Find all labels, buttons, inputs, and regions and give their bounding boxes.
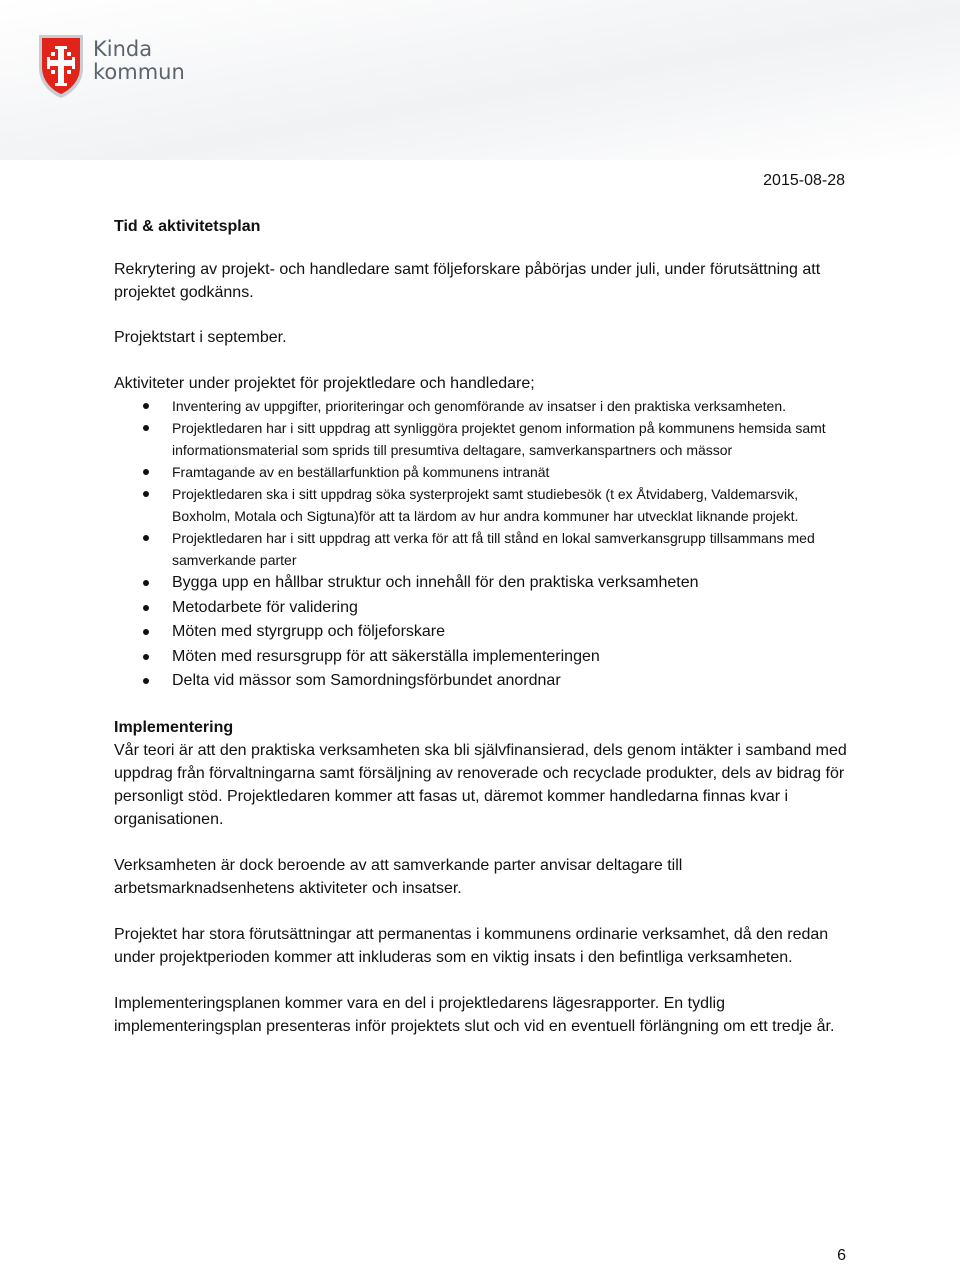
- paragraph-projektet: Projektet har stora förutsättningar att permanentas i kommunens ordinarie verksamhet, då den redan under projektperioden kommer att inkluderas som en viktig insats i den befintliga verksamheten.: [114, 925, 829, 966]
- list-item: Möten med resursgrupp för att säkerställa implementeringen: [114, 645, 854, 670]
- list-item: Inventering av uppgifter, prioriteringar och genomförande av insatser i den praktiska verksamheten.: [114, 395, 854, 417]
- kinda-kommun-logo: [33, 32, 203, 102]
- paragraph-var-teori: Vår teori är att den praktiska verksamheten ska bli självfinansierad, dels genom intäkter i samband med uppdrag från förvaltningarna samt försäljning av renoverade och recyclade produkter, dels av bidrag för personligt stöd. Projektledaren kommer att fasas ut, däremot kommer handledarna finnas kvar i organisationen.: [114, 741, 847, 828]
- list-item: Projektledaren har i sitt uppdrag att verka för att få till stånd en lokal samverkansgrupp tillsammans med samverkande parter: [114, 527, 854, 571]
- page-number: 6: [837, 1247, 846, 1264]
- document-date: 2015-08-28: [763, 172, 845, 189]
- bullet-icon: [143, 469, 149, 475]
- list-item: Möten med styrgrupp och följeforskare: [114, 620, 854, 645]
- document-body: [114, 218, 854, 1038]
- bullet-icon: [143, 580, 149, 586]
- bullet-icon: [143, 425, 149, 431]
- bullet-icon: [143, 678, 149, 684]
- section-title-implementering: Implementering: [114, 718, 234, 736]
- bullet-icon: [143, 629, 149, 635]
- section-title-tid-aktivitetsplan: Tid & aktivitetsplan: [114, 218, 261, 235]
- list-item: Delta vid mässor som Samordningsförbundet anordnar: [114, 669, 854, 694]
- activity-list-small: [114, 395, 854, 571]
- list-item: Framtagande av en beställarfunktion på kommunens intranät: [114, 461, 854, 483]
- list-item: Projektledaren har i sitt uppdrag att synliggöra projektet genom information på kommunens hemsida samt informationsmaterial som sprids till presumtiva deltagare, samverkanspartners och mässor: [114, 417, 854, 461]
- logo-text: [93, 38, 185, 84]
- list-item: Metodarbete för validering: [114, 596, 854, 621]
- logo-line-2: kommun: [93, 60, 185, 84]
- bullet-icon: [143, 403, 149, 409]
- bullet-icon: [143, 654, 149, 660]
- bullet-icon: [143, 535, 149, 541]
- list-item: Projektledaren ska i sitt uppdrag söka systerprojekt samt studiebesök (t ex Åtvidaberg, Valdemarsvik, Boxholm, Motala och Sigtuna)för att ta lärdom av hur andra kommuner har utvecklat liknande projekt.: [114, 483, 854, 527]
- shield-cross-icon: [33, 32, 89, 100]
- paragraph-verksamheten: Verksamheten är dock beroende av att samverkande parter anvisar deltagare till arbetsmarknadsenhetens aktiviteter och insatser.: [114, 856, 683, 897]
- logo-line-1: Kinda: [93, 37, 153, 61]
- bullet-icon: [143, 491, 149, 497]
- paragraph-rekrytering: Rekrytering av projekt- och handledare samt följeforskare påbörjas under juli, under förutsättning att projektet godkänns.: [114, 261, 821, 301]
- paragraph-aktiviteter: Aktiviteter under projektet för projektledare och handledare;: [114, 375, 535, 392]
- paragraph-implementeringsplanen: Implementeringsplanen kommer vara en del i projektledarens lägesrapporter. En tydlig implementeringsplan presenteras inför projektets slut och vid en eventuell förlängning om ett tredje år.: [114, 994, 835, 1035]
- activity-list-large: [114, 571, 854, 694]
- list-item: Bygga upp en hållbar struktur och innehåll för den praktiska verksamheten: [114, 571, 854, 596]
- bullet-icon: [143, 605, 149, 611]
- paragraph-projektstart: Projektstart i september.: [114, 329, 287, 346]
